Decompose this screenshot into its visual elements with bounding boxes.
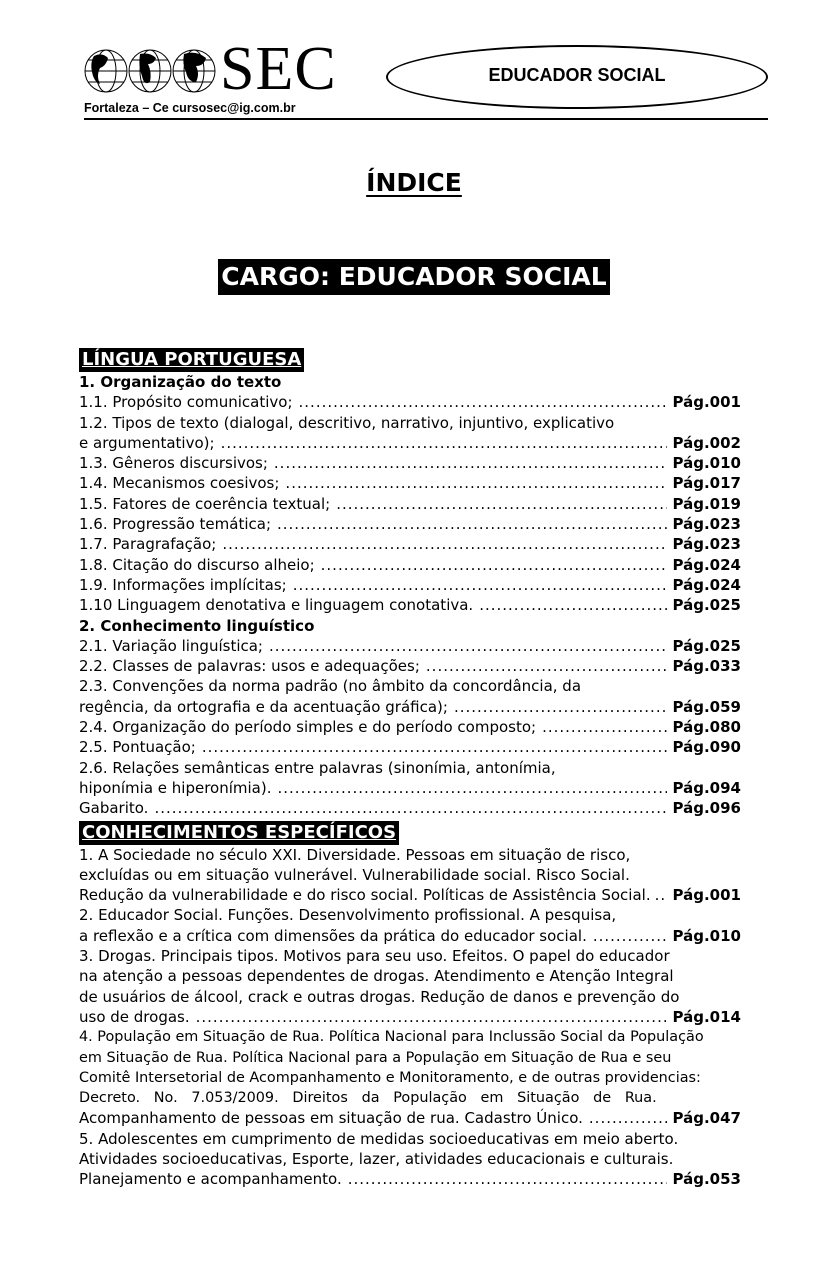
entry-text: Planejamento e acompanhamento. <box>79 1170 342 1189</box>
index-entry <box>79 575 741 595</box>
dot-leader <box>454 697 667 717</box>
index-entry <box>79 717 741 737</box>
section-heading-especificos: CONHECIMENTOS ESPECÍFICOS <box>79 821 741 845</box>
index-entry-text: 2. Educador Social. Funções. Desenvolvimento profissional. A pesquisa, <box>79 906 617 925</box>
cargo-title: CARGO: EDUCADOR SOCIAL <box>218 259 609 295</box>
dot-leader <box>336 494 666 514</box>
brand-tagline: Fortaleza – Ce cursosec@ig.com.br <box>84 101 296 115</box>
index-entry <box>79 1169 741 1189</box>
index-entry-text: de usuários de álcool, crack e outras drogas. Redução de danos e prevenção do <box>79 987 680 1006</box>
page-number: Pág.001 <box>672 393 741 412</box>
page-number: Pág.014 <box>672 1007 741 1026</box>
dot-leader <box>593 926 667 946</box>
subsection-title: 1. Organização do texto <box>79 373 282 391</box>
dot-leader <box>426 656 667 676</box>
course-name: EDUCADOR SOCIAL <box>488 65 666 85</box>
dot-leader <box>348 1169 667 1189</box>
page-title: ÍNDICE <box>366 168 462 197</box>
index-entry <box>79 595 741 615</box>
dot-leader <box>154 798 666 818</box>
entry-text: e argumentativo); <box>79 433 215 452</box>
index-entry-text: Comitê Intersetorial de Acompanhamento e Monitoramento, e de outras providencias: <box>79 1069 701 1086</box>
index-entry <box>79 1007 741 1027</box>
index-entry <box>79 656 741 676</box>
page-number: Pág.025 <box>672 636 741 655</box>
index-content <box>79 348 741 1190</box>
page-number: Pág.024 <box>672 575 741 594</box>
index-entry <box>79 636 741 656</box>
page-number: Pág.025 <box>672 596 741 615</box>
index-entry <box>79 697 741 717</box>
index-entry <box>79 392 741 412</box>
entry-text: 1.8. Citação do discurso alheio; <box>79 555 315 574</box>
index-entry-text: 2.6. Relações semânticas entre palavras (sinonímia, antonímia, <box>79 758 556 777</box>
index-entry-text: excluídas ou em situação vulnerável. Vulnerabilidade social. Risco Social. <box>79 865 630 884</box>
entry-text: 1.7. Paragrafação; <box>79 535 217 554</box>
index-entry <box>79 555 741 575</box>
index-entry <box>79 926 741 946</box>
dot-leader <box>274 453 667 473</box>
index-entry <box>79 473 741 493</box>
entry-text: 2.2. Classes de palavras: usos e adequações; <box>79 657 420 676</box>
index-entry-text: 1.2. Tipos de texto (dialogal, descritivo, narrativo, injuntivo, explicativo <box>79 413 615 432</box>
dot-leader <box>589 1108 667 1128</box>
index-entry <box>79 433 741 453</box>
page-number: Pág.023 <box>672 535 741 554</box>
index-entry <box>79 494 741 514</box>
dot-leader <box>278 778 667 798</box>
dot-leader <box>202 737 667 757</box>
cargo-banner <box>0 259 828 295</box>
entry-text: 2.1. Variação linguística; <box>79 636 263 655</box>
entry-text: uso de drogas. <box>79 1007 190 1026</box>
dot-leader <box>285 473 666 493</box>
page-number: Pág.090 <box>672 738 741 757</box>
entry-text: 1.10 Linguagem denotativa e linguagem conotativa. <box>79 596 474 615</box>
dot-leader <box>293 575 667 595</box>
page-number: Pág.010 <box>672 454 741 473</box>
page-number: Pág.002 <box>672 433 741 452</box>
index-entry-text: 3. Drogas. Principais tipos. Motivos para seu uso. Efeitos. O papel do educador <box>79 947 670 966</box>
page-number: Pág.010 <box>672 926 741 945</box>
entry-text: 1.6. Progressão temática; <box>79 515 271 534</box>
page-number: Pág.053 <box>672 1170 741 1189</box>
index-entry-text: na atenção a pessoas dependentes de drogas. Atendimento e Atenção Integral <box>79 967 674 986</box>
index-entry-text: 2.3. Convenções da norma padrão (no âmbito da concordância, da <box>79 677 582 696</box>
page-number: Pág.059 <box>672 697 741 716</box>
globe-logo-icon <box>84 42 216 100</box>
index-entry-text: Decreto. No. 7.053/2009. Direitos da População em Situação de Rua. <box>79 1090 657 1107</box>
page-number: Pág.024 <box>672 555 741 574</box>
entry-text: 1.1. Propósito comunicativo; <box>79 393 293 412</box>
entry-text: 1.5. Fatores de coerência textual; <box>79 494 331 513</box>
brand-name: SEC <box>220 35 337 103</box>
page-header <box>0 0 828 130</box>
entry-text: Acompanhamento de pessoas em situação de rua. Cadastro Único. <box>79 1109 583 1128</box>
index-entry <box>79 885 741 905</box>
entry-text: Gabarito. <box>79 799 149 818</box>
index-entry-text: em Situação de Rua. Política Nacional para a População em Situação de Rua e seu <box>79 1049 672 1066</box>
dot-leader <box>299 392 667 412</box>
index-entry <box>79 534 741 554</box>
dot-leader <box>655 885 667 905</box>
dot-leader <box>196 1007 667 1027</box>
page-number: Pág.094 <box>672 778 741 797</box>
index-entry-text: 1. A Sociedade no século XXI. Diversidade. Pessoas em situação de risco, <box>79 845 631 864</box>
index-entry-text: Atividades socioeducativas, Esporte, lazer, atividades educacionais e culturais. <box>79 1149 674 1168</box>
index-entry <box>79 453 741 473</box>
index-entry <box>79 1108 741 1128</box>
dot-leader <box>222 534 666 554</box>
entry-text: 1.4. Mecanismos coesivos; <box>79 474 280 493</box>
section-heading-portuguesa: LÍNGUA PORTUGUESA <box>79 348 741 372</box>
dot-leader <box>479 595 666 615</box>
entry-text: 2.4. Organização do período simples e do período composto; <box>79 718 537 737</box>
entry-text: regência, da ortografia e da acentuação gráfica); <box>79 697 448 716</box>
page-number: Pág.080 <box>672 718 741 737</box>
page-number: Pág.001 <box>672 886 741 905</box>
dot-leader <box>321 555 667 575</box>
page-number: Pág.023 <box>672 515 741 534</box>
index-entry <box>79 778 741 798</box>
page-number: Pág.019 <box>672 494 741 513</box>
page-number: Pág.047 <box>672 1109 741 1128</box>
subsection-title: 2. Conhecimento linguístico <box>79 616 315 635</box>
page-number: Pág.096 <box>672 799 741 818</box>
entry-text: 1.3. Gêneros discursivos; <box>79 454 268 473</box>
entry-text: hiponímia e hiperonímia). <box>79 778 272 797</box>
entry-text: Redução da vulnerabilidade e do risco social. Políticas de Assistência Social. <box>79 886 651 905</box>
entry-text: 1.9. Informações implícitas; <box>79 575 287 594</box>
index-entry <box>79 514 741 534</box>
dot-leader <box>269 636 667 656</box>
index-entry <box>79 798 741 818</box>
dot-leader <box>221 433 667 453</box>
page-number: Pág.033 <box>672 657 741 676</box>
header-divider <box>84 118 768 120</box>
index-entry <box>79 737 741 757</box>
dot-leader <box>277 514 667 534</box>
index-entry-text: 5. Adolescentes em cumprimento de medidas socioeducativas em meio aberto. <box>79 1129 679 1148</box>
entry-text: 2.5. Pontuação; <box>79 738 196 757</box>
entry-text: a reflexão e a crítica com dimensões da prática do educador social. <box>79 926 587 945</box>
page-number: Pág.017 <box>672 474 741 493</box>
index-entry-text: 4. População em Situação de Rua. Política Nacional para Inclussão Social da População <box>79 1029 704 1046</box>
dot-leader <box>542 717 666 737</box>
